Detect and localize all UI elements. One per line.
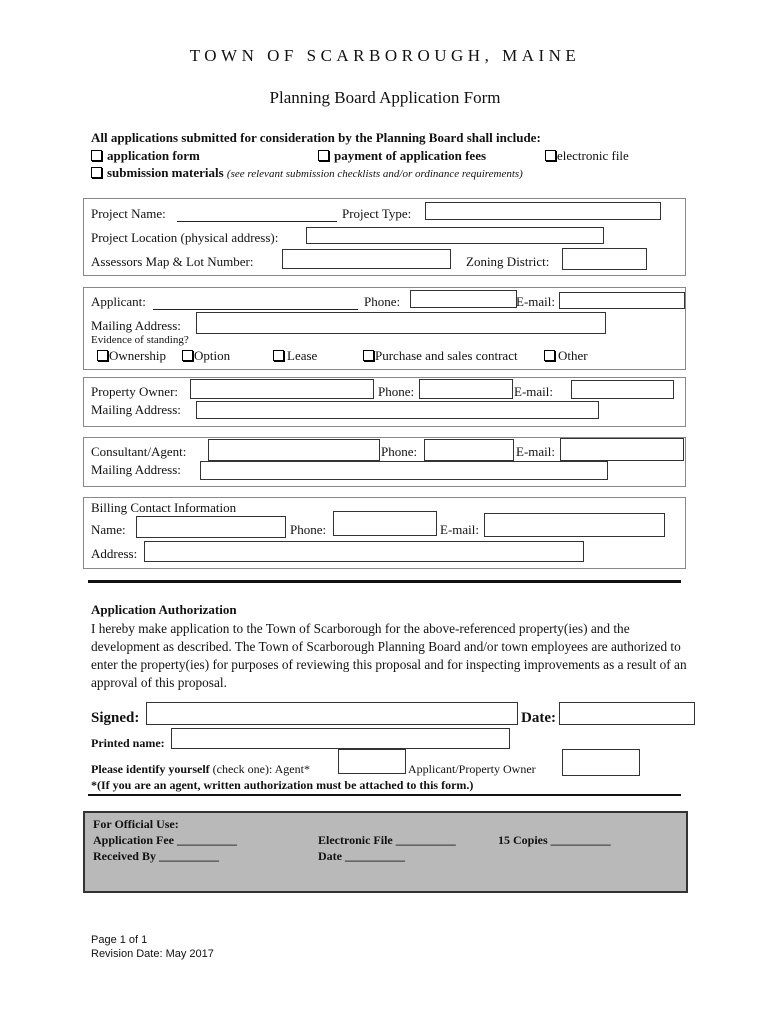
owner-mailing-label: Mailing Address: <box>91 402 181 417</box>
applicant-owner-check-input[interactable] <box>562 749 640 776</box>
owner-input[interactable] <box>190 379 374 399</box>
zoning-input[interactable] <box>562 248 647 270</box>
standing-option: Option <box>182 348 230 364</box>
applicant-mailing-input[interactable] <box>196 312 606 334</box>
checkbox-payment[interactable] <box>318 150 329 161</box>
req-submission-materials: submission materials (see relevant submission checklists and/or ordinance requirements) <box>91 165 523 181</box>
signature-input[interactable] <box>146 702 518 725</box>
applicant-email-label: E-mail: <box>516 294 555 309</box>
standing-ownership: Ownership <box>97 348 166 364</box>
printed-name-input[interactable] <box>171 728 510 749</box>
official-divider <box>88 794 681 796</box>
standing-other: Other <box>544 348 588 364</box>
billing-phone-input[interactable] <box>333 511 437 536</box>
agent-note: *(If you are an agent, written authorization must be attached to this form.) <box>91 778 474 792</box>
req-electronic-file: electronic file <box>545 148 629 164</box>
req-payment: payment of application fees <box>318 148 486 164</box>
official-copies: 15 Copies __________ <box>498 833 611 847</box>
signed-label: Signed: <box>91 710 140 726</box>
billing-name-label: Name: <box>91 522 126 537</box>
billing-address-label: Address: <box>91 546 138 561</box>
project-name-label: Project Name: <box>91 206 166 221</box>
project-location-label: Project Location (physical address): <box>91 230 279 245</box>
billing-email-label: E-mail: <box>440 522 479 537</box>
billing-phone-label: Phone: <box>290 522 327 537</box>
requirements-heading: All applications submitted for consideration by the Planning Board shall include: <box>91 130 541 145</box>
billing-heading: Billing Contact Information <box>91 500 237 515</box>
revision-date: Revision Date: May 2017 <box>91 948 214 960</box>
checkbox-other[interactable] <box>544 350 555 361</box>
page-number: Page 1 of 1 <box>91 934 148 946</box>
owner-mailing-input[interactable] <box>196 401 599 419</box>
official-use-box <box>83 811 688 893</box>
checkbox-lease[interactable] <box>273 350 284 361</box>
checkbox-purchase[interactable] <box>363 350 374 361</box>
authorization-text: I hereby make application to the Town of Scarborough for the above-referenced property(ies) and the development as described. The Town of Scarborough Planning Board and/or town employees are authorized to enter the property(ies) for purposes of reviewing this proposal and for inspecting improvements as a result of an approval of this proposal. <box>91 621 687 690</box>
checkbox-option[interactable] <box>182 350 193 361</box>
official-electronic: Electronic File __________ <box>318 833 456 847</box>
consultant-phone-input[interactable] <box>424 439 514 461</box>
owner-phone-input[interactable] <box>419 379 513 399</box>
official-heading: For Official Use: <box>93 817 179 831</box>
consultant-phone-label: Phone: <box>381 444 418 459</box>
checkbox-ownership[interactable] <box>97 350 108 361</box>
map-lot-input[interactable] <box>282 249 451 269</box>
owner-email-label: E-mail: <box>514 384 553 399</box>
project-location-input[interactable] <box>306 227 604 244</box>
standing-lease: Lease <box>273 348 317 364</box>
req-application-form: application form <box>91 148 200 164</box>
applicant-phone-label: Phone: <box>364 294 401 309</box>
identify-row: Please identify yourself (check one): Agent* <box>91 762 310 776</box>
zoning-label: Zoning District: <box>466 254 550 269</box>
consultant-mailing-input[interactable] <box>200 461 608 480</box>
date-input[interactable] <box>559 702 695 725</box>
project-type-label: Project Type: <box>342 206 412 221</box>
official-received: Received By __________ <box>93 849 219 863</box>
section-divider <box>88 580 681 583</box>
checkbox-electronic-file[interactable] <box>545 150 556 161</box>
project-type-input[interactable] <box>425 202 661 220</box>
map-lot-label: Assessors Map & Lot Number: <box>91 254 254 269</box>
applicant-line <box>153 309 358 310</box>
applicant-label: Applicant: <box>91 294 146 309</box>
applicant-owner-label: Applicant/Property Owner <box>408 762 536 776</box>
consultant-email-input[interactable] <box>560 438 684 461</box>
date-label: Date: <box>521 710 556 726</box>
applicant-mailing-label: Mailing Address: <box>91 318 181 333</box>
official-fee: Application Fee __________ <box>93 833 237 847</box>
consultant-mailing-label: Mailing Address: <box>91 462 181 477</box>
standing-purchase: Purchase and sales contract <box>363 348 518 364</box>
billing-name-input[interactable] <box>136 516 286 538</box>
authorization-heading: Application Authorization <box>91 602 237 617</box>
consultant-email-label: E-mail: <box>516 444 555 459</box>
consultant-label: Consultant/Agent: <box>91 444 187 459</box>
billing-email-input[interactable] <box>484 513 665 537</box>
form-title: Planning Board Application Form <box>269 88 501 107</box>
checkbox-submission-materials[interactable] <box>91 167 102 178</box>
checkbox-application-form[interactable] <box>91 150 102 161</box>
standing-label: Evidence of standing? <box>91 334 189 346</box>
town-title: TOWN OF SCARBOROUGH, MAINE <box>189 46 581 65</box>
owner-phone-label: Phone: <box>378 384 415 399</box>
printed-name-label: Printed name: <box>91 736 165 750</box>
consultant-input[interactable] <box>208 439 380 461</box>
applicant-email-input[interactable] <box>559 292 685 309</box>
owner-label: Property Owner: <box>91 384 179 399</box>
billing-address-input[interactable] <box>144 541 584 562</box>
agent-check-input[interactable] <box>338 749 406 774</box>
owner-email-input[interactable] <box>571 380 674 399</box>
official-date: Date __________ <box>318 849 405 863</box>
project-name-line <box>177 221 337 222</box>
applicant-phone-input[interactable] <box>410 290 517 308</box>
